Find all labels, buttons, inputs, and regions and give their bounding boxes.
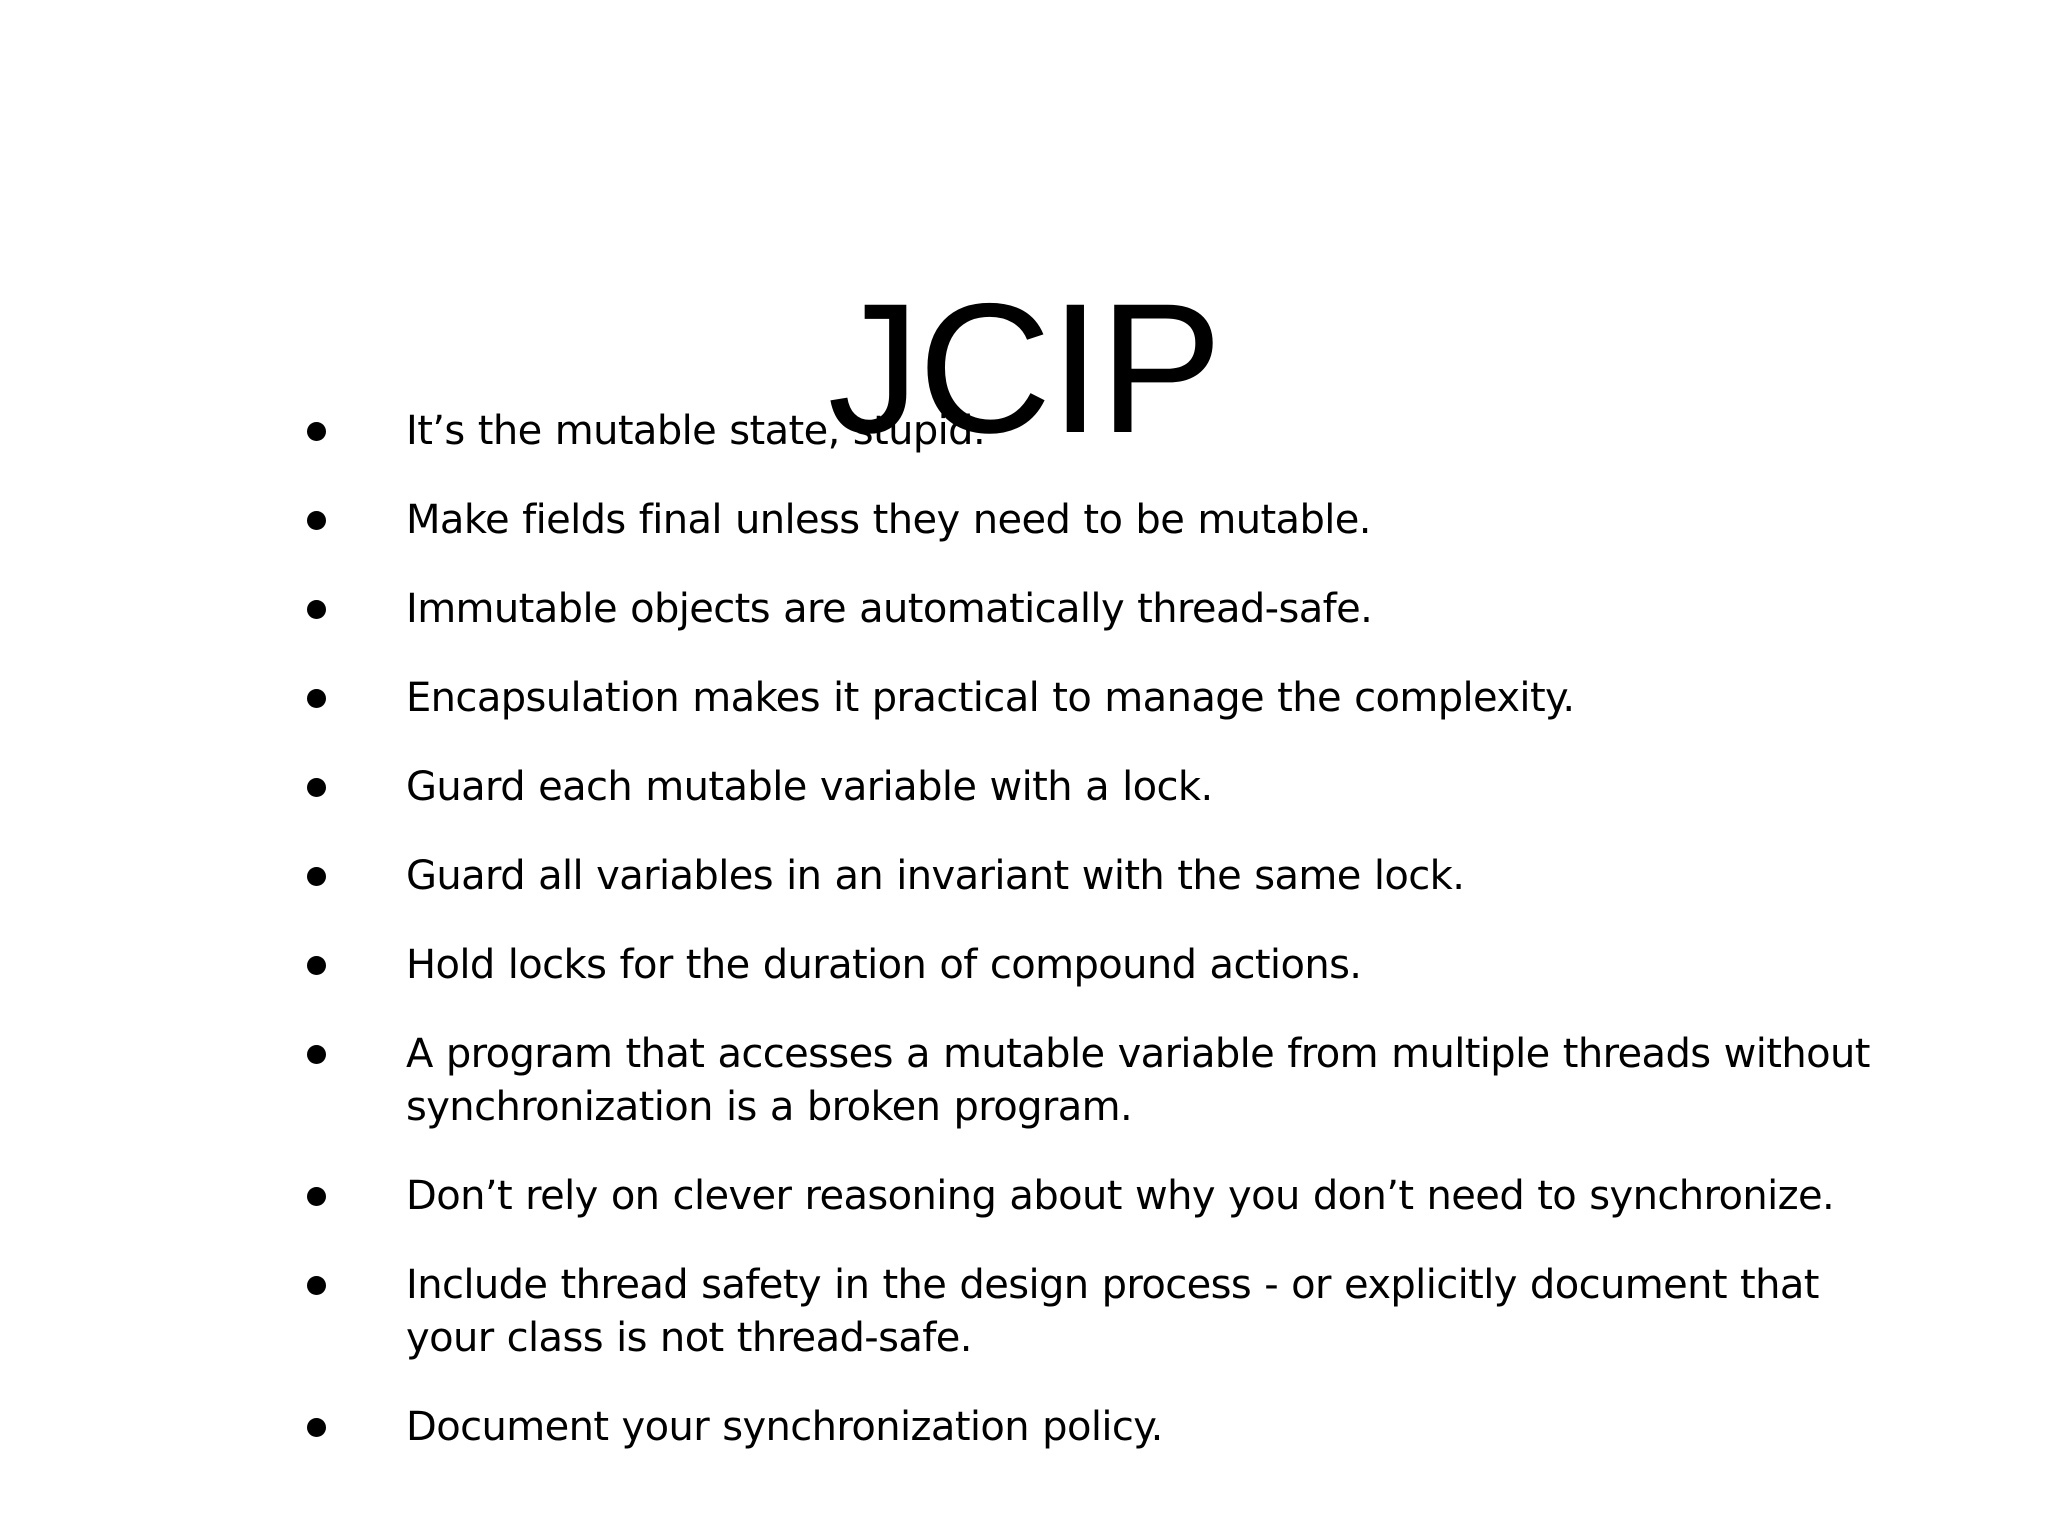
bullet-text: Guard each mutable variable with a lock. [406,764,1213,810]
bullet-text: A program that accesses a mutable variable from multiple threads without synchronization is a broken program. [406,1031,1870,1130]
bullet-icon [307,778,326,797]
bullet-item [305,405,1905,458]
bullet-icon [307,422,326,441]
bullet-item [305,761,1905,814]
bullet-text: It’s the mutable state, stupid. [406,408,986,454]
bullet-item [305,939,1905,992]
bullet-icon [307,689,326,708]
bullet-item [305,672,1905,725]
bullet-item [305,850,1905,903]
bullet-text: Guard all variables in an invariant with the same lock. [406,853,1465,899]
bullet-item [305,1028,1905,1134]
bullet-text: Don’t rely on clever reasoning about why you don’t need to synchronize. [406,1173,1835,1219]
bullet-item [305,1259,1905,1365]
bullet-icon [307,956,326,975]
bullet-text: Encapsulation makes it practical to manage the complexity. [406,675,1575,721]
bullet-item [305,1170,1905,1223]
bullet-text: Immutable objects are automatically thread-safe. [406,586,1373,632]
bullet-item [305,494,1905,547]
bullet-icon [307,1045,326,1064]
bullet-item [305,583,1905,636]
slide-title: JCIP [827,265,1221,472]
bullet-text: Document your synchronization policy. [406,1404,1163,1450]
bullet-item [305,1401,1905,1454]
bullet-icon [307,600,326,619]
bullet-text: Include thread safety in the design process - or explicitly document that your class is not thread-safe. [406,1262,1819,1361]
bullet-icon [307,1187,326,1206]
bullet-text: Make fields final unless they need to be mutable. [406,497,1371,543]
bullet-icon [307,511,326,530]
bullet-list [305,405,1905,1490]
bullet-text: Hold locks for the duration of compound actions. [406,942,1362,988]
bullet-icon [307,1276,326,1295]
bullet-icon [307,1418,326,1437]
bullet-icon [307,867,326,886]
